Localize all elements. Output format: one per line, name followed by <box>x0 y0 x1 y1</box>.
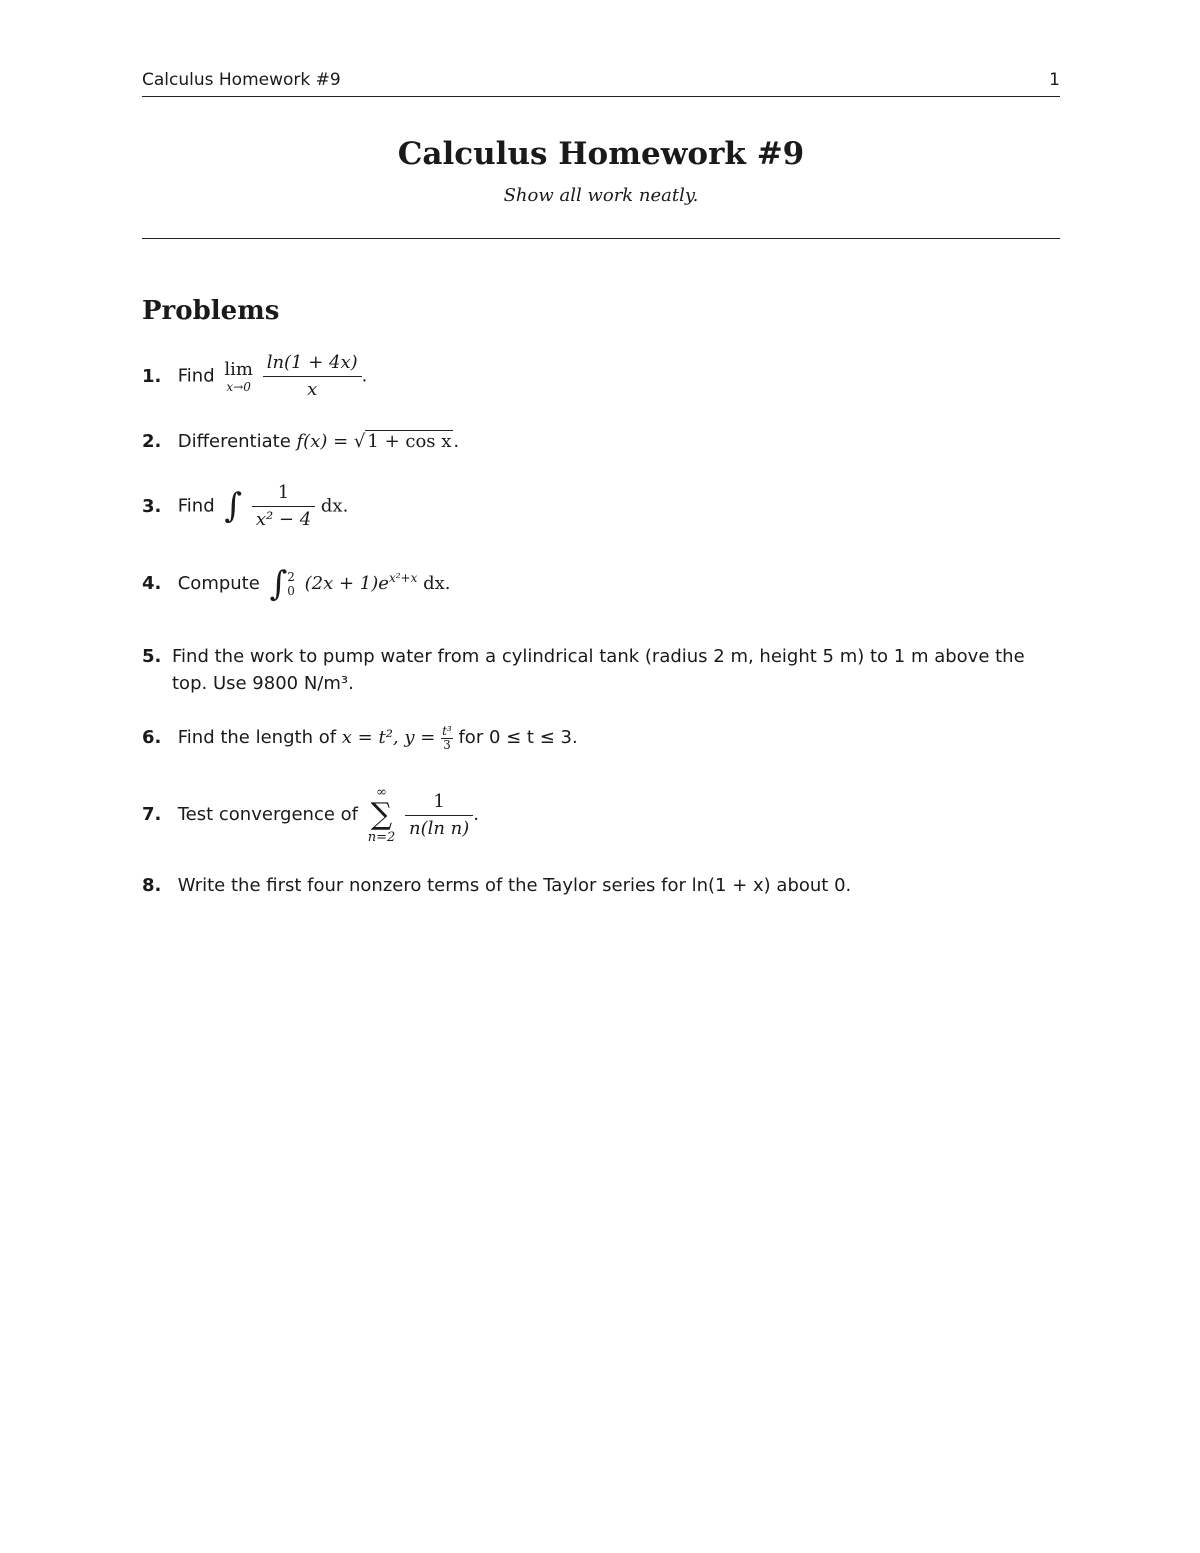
problem-1 <box>142 350 1060 403</box>
problem-lead: Find the length of <box>177 727 337 748</box>
problem-number: 2. <box>142 431 162 452</box>
sum-lower-limit: n=2 <box>367 830 396 845</box>
fraction-denominator: x² − 4 <box>255 509 312 530</box>
upper-bound: 2 <box>287 570 295 584</box>
fraction <box>263 350 362 403</box>
problem-6 <box>142 724 1060 752</box>
radical-sign: √ <box>353 431 366 452</box>
summation-operator <box>368 785 396 845</box>
differential: dx. <box>320 495 349 517</box>
differential: dx. <box>423 573 451 594</box>
integral-bounds <box>287 570 295 598</box>
problem-2 <box>142 428 1060 455</box>
problem-lead: Compute <box>177 573 260 594</box>
integrand: (2x + 1)e <box>304 573 389 594</box>
problem-lead: Test convergence of <box>177 804 358 825</box>
limit-subscript: x→0 <box>226 379 251 394</box>
problem-3 <box>142 480 1060 533</box>
fraction-numerator: ln(1 + 4x) <box>263 350 362 377</box>
expression-y: y = <box>404 727 436 748</box>
problem-number: 4. <box>142 573 162 594</box>
limit-operator <box>224 360 253 394</box>
problem-number: 1. <box>142 365 162 387</box>
fraction-denominator: n(ln n) <box>409 817 470 839</box>
problem-lead: Find <box>177 365 215 387</box>
fraction-numerator: t³ <box>442 723 452 738</box>
exponent: x²+x <box>388 571 418 585</box>
radicand: 1 + cos x <box>367 431 452 452</box>
sum-upper-limit: ∞ <box>376 785 387 800</box>
function-lhs: f(x) = <box>296 431 349 452</box>
integral-sign: ∫ <box>269 563 288 604</box>
problem-tail: . <box>473 804 480 825</box>
fraction-numerator: 1 <box>252 480 315 507</box>
title-divider <box>142 238 1060 239</box>
fraction-denominator: 3 <box>443 737 451 752</box>
problem-number: 6. <box>142 727 162 748</box>
problem-7 <box>142 785 1060 845</box>
document-subtitle: Show all work neatly. <box>503 185 699 206</box>
fraction <box>405 789 473 842</box>
problem-lead: Find <box>177 495 215 517</box>
problem-number: 8. <box>142 875 162 896</box>
problem-lead: Differentiate <box>177 431 291 452</box>
sigma-sign: ∑ <box>370 797 393 832</box>
limit-word: lim <box>224 358 253 380</box>
square-root <box>354 430 454 452</box>
document-title: Calculus Homework #9 <box>397 136 805 172</box>
problem-number: 3. <box>142 495 162 517</box>
page-number: 1 <box>1049 70 1060 90</box>
integral-sign: ∫ <box>224 486 243 526</box>
fraction <box>441 725 453 752</box>
running-header <box>142 70 1060 97</box>
running-header-title: Calculus Homework #9 <box>142 70 341 90</box>
problem-number: 5. <box>142 646 162 667</box>
problem-number: 7. <box>142 804 162 825</box>
problem-8 <box>142 872 1060 899</box>
problem-tail: . <box>453 431 460 452</box>
problem-text: Find the work to pump water from a cylindrical tank (radius 2 m, height 5 m) to 1 m above the top. Use 9800 N/m³. <box>172 646 1025 694</box>
problem-5 <box>142 643 1060 697</box>
problem-text: Write the first four nonzero terms of the Taylor series for ln(1 + x) about 0. <box>177 875 852 896</box>
fraction-denominator: x <box>307 379 318 400</box>
expression-x: x = t², <box>341 727 399 748</box>
lower-bound: 0 <box>287 584 295 598</box>
problem-tail: for 0 ≤ t ≤ 3. <box>458 727 578 748</box>
problem-4 <box>142 563 1060 604</box>
problem-tail: . <box>361 365 368 387</box>
fraction-numerator: 1 <box>405 789 473 816</box>
fraction <box>252 480 315 533</box>
section-heading: Problems <box>142 296 280 326</box>
